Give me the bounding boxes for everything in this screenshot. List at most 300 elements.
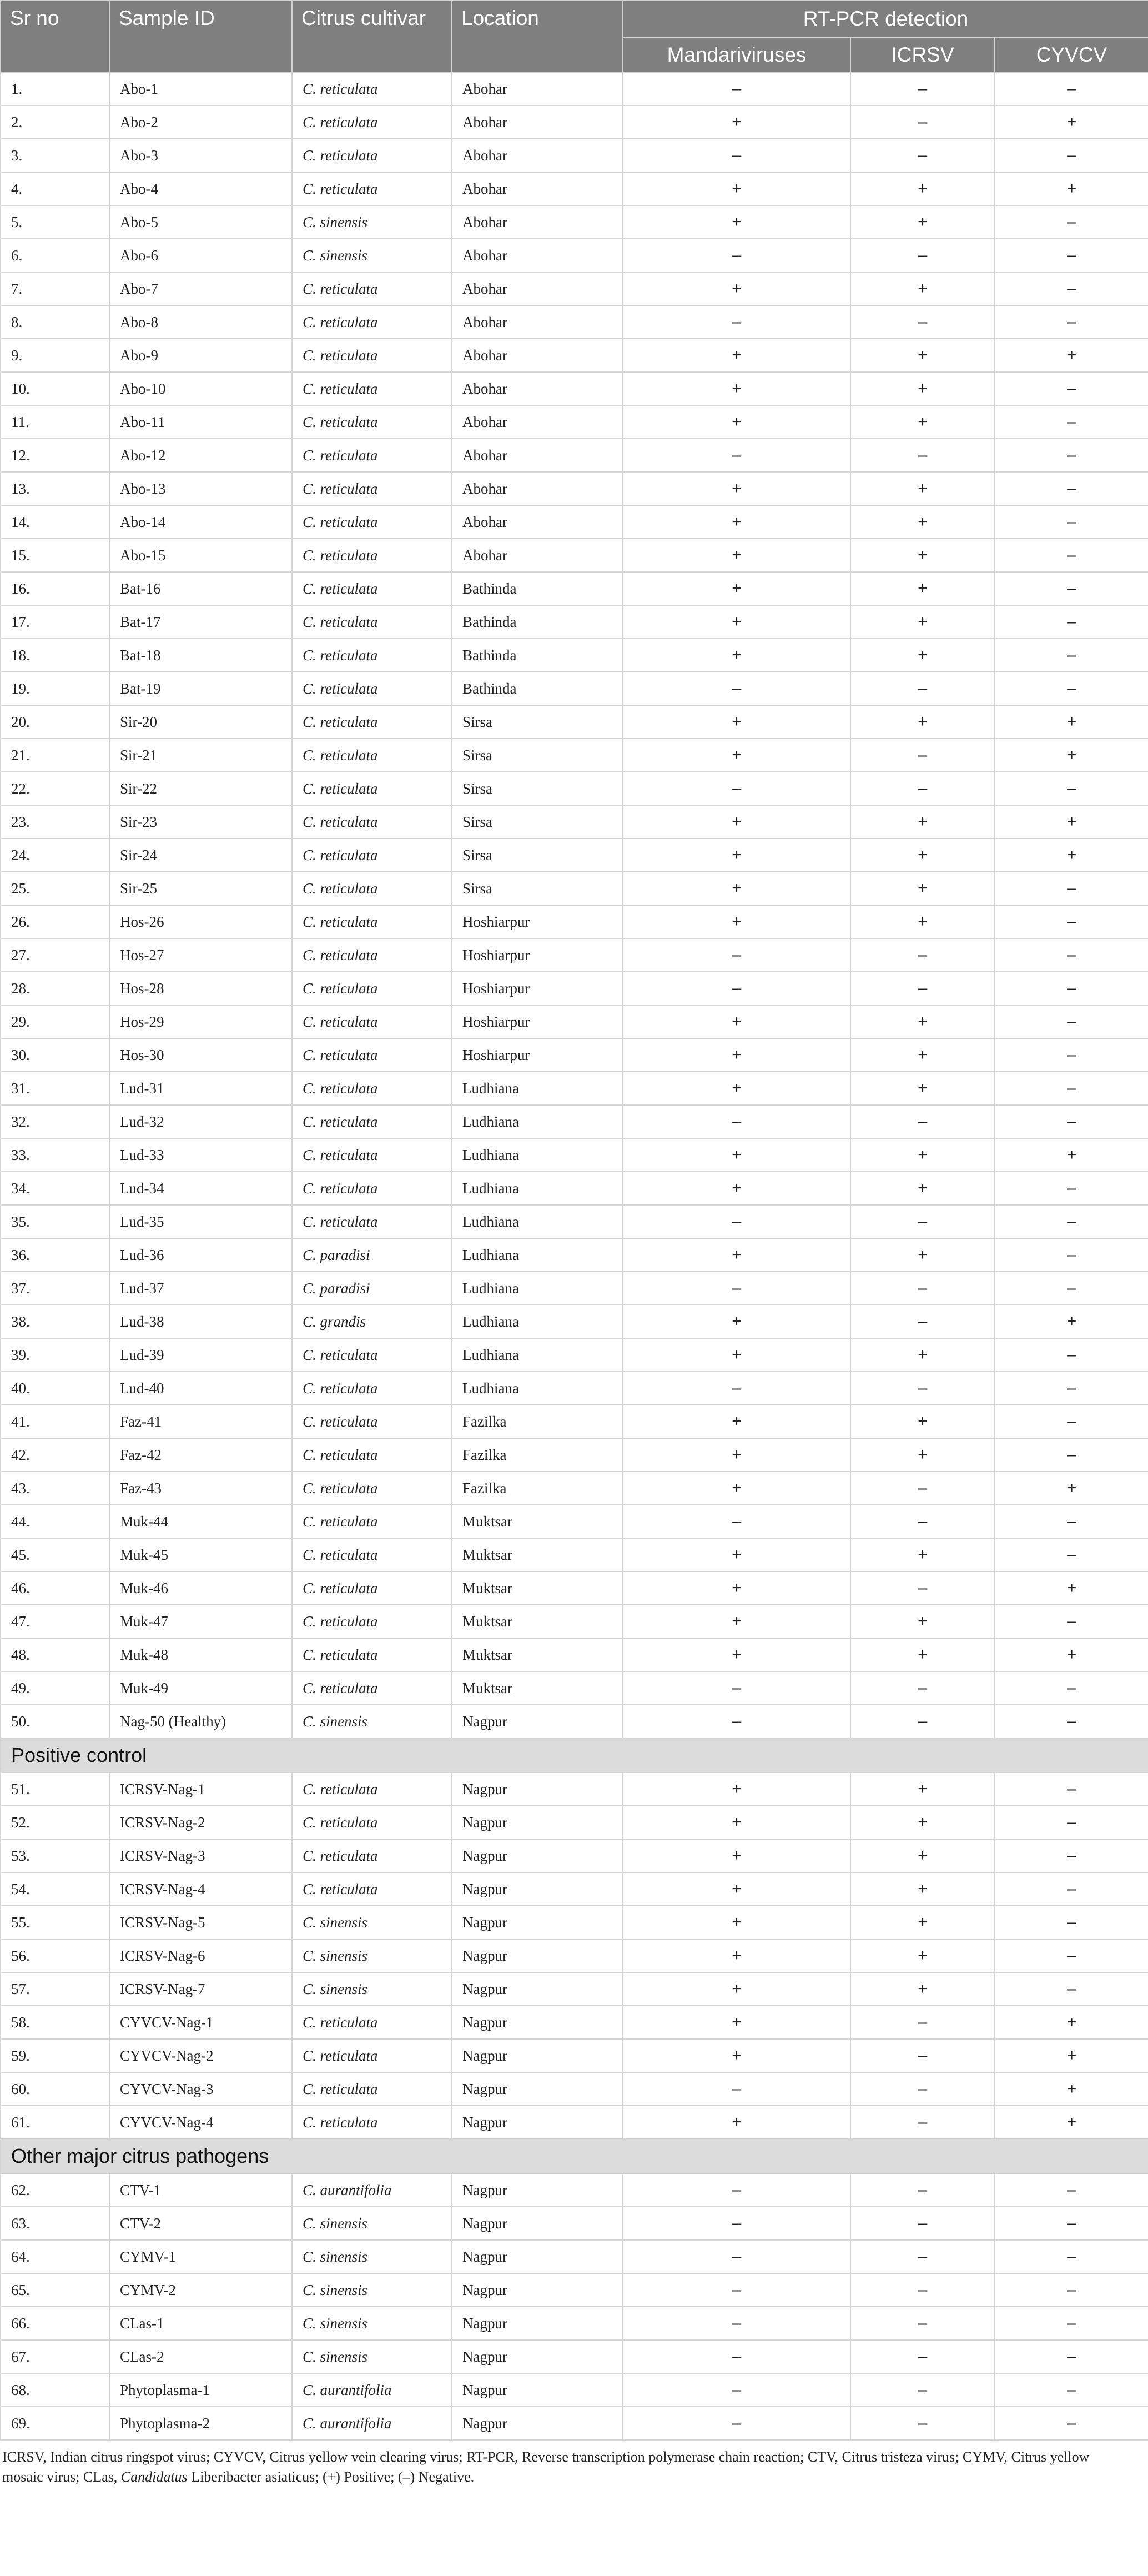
section-other-pathogens-label: Other major citrus pathogens [1, 2139, 1148, 2173]
cell-mandariviruses: + [623, 1005, 850, 1038]
cell-mandariviruses: – [623, 239, 850, 272]
cell-location: Abohar [452, 405, 623, 439]
cell-cultivar [292, 205, 452, 239]
cell-sr-no: 25. [1, 872, 109, 905]
cell-sample-id: ICRSV-Nag-7 [109, 1972, 292, 2006]
table-row [1, 639, 1148, 672]
cell-location: Muktsar [452, 1538, 623, 1571]
cell-cultivar [292, 1705, 452, 1738]
table-row [1, 2039, 1148, 2072]
table-row [1, 405, 1148, 439]
header-icrsv: ICRSV [850, 37, 995, 72]
table-row [1, 139, 1148, 172]
cell-cyvcv: + [995, 339, 1148, 372]
cultivar-name: C. reticulata [303, 1847, 378, 1864]
cell-mandariviruses: – [623, 2307, 850, 2340]
cell-sr-no: 64. [1, 2240, 109, 2273]
cell-icrsv: + [850, 1638, 995, 1671]
cell-sample-id: Muk-49 [109, 1671, 292, 1705]
header-sr-no: Sr no [1, 1, 109, 72]
cell-sr-no: 61. [1, 2106, 109, 2139]
cell-sr-no: 20. [1, 705, 109, 739]
cell-cyvcv: – [995, 1272, 1148, 1305]
cell-sample-id: Abo-15 [109, 539, 292, 572]
table-row [1, 439, 1148, 472]
cultivar-name: C. reticulata [303, 813, 378, 830]
cell-cultivar [292, 472, 452, 505]
cell-sr-no: 69. [1, 2407, 109, 2440]
cell-cyvcv: + [995, 805, 1148, 838]
cultivar-name: C. reticulata [303, 1646, 378, 1663]
table-row [1, 1906, 1148, 1939]
cell-mandariviruses: + [623, 2106, 850, 2139]
cell-mandariviruses: + [623, 838, 850, 872]
cell-location: Nagpur [452, 2072, 623, 2106]
cell-cultivar [292, 305, 452, 339]
cell-sample-id: Bat-17 [109, 605, 292, 639]
cell-sample-id: Muk-45 [109, 1538, 292, 1571]
cell-cultivar [292, 2373, 452, 2407]
cell-mandariviruses: + [623, 106, 850, 139]
cultivar-name: C. reticulata [303, 1513, 378, 1530]
cell-cyvcv: – [995, 1238, 1148, 1272]
cultivar-name: C. reticulata [303, 980, 378, 997]
cell-mandariviruses: + [623, 205, 850, 239]
cell-sample-id: Nag-50 (Healthy) [109, 1705, 292, 1738]
cell-mandariviruses: + [623, 1072, 850, 1105]
cell-sample-id: Muk-48 [109, 1638, 292, 1671]
cell-mandariviruses: – [623, 2273, 850, 2307]
cell-icrsv: – [850, 1305, 995, 1338]
cell-sr-no: 38. [1, 1305, 109, 1338]
cell-mandariviruses: – [623, 1705, 850, 1738]
cell-cultivar [292, 1638, 452, 1671]
cell-cultivar [292, 672, 452, 705]
cell-cultivar [292, 539, 452, 572]
cell-location: Abohar [452, 472, 623, 505]
cell-cyvcv: – [995, 1205, 1148, 1238]
cell-icrsv: + [850, 1605, 995, 1638]
cell-mandariviruses: + [623, 1571, 850, 1605]
table-row [1, 938, 1148, 972]
cell-sr-no: 21. [1, 739, 109, 772]
cell-location: Ludhiana [452, 1305, 623, 1338]
cell-cultivar [292, 1538, 452, 1571]
cell-mandariviruses: – [623, 1272, 850, 1305]
cell-sample-id: Faz-41 [109, 1405, 292, 1438]
cultivar-name: C. reticulata [303, 446, 378, 464]
cell-cultivar [292, 1772, 452, 1806]
cell-icrsv: + [850, 1405, 995, 1438]
cell-sr-no: 50. [1, 1705, 109, 1738]
cell-sample-id: Lud-40 [109, 1372, 292, 1405]
cell-sr-no: 30. [1, 1038, 109, 1072]
cell-icrsv: – [850, 2407, 995, 2440]
cell-icrsv: + [850, 1338, 995, 1372]
cell-cyvcv: – [995, 772, 1148, 805]
cultivar-name: C. reticulata [303, 1579, 378, 1596]
cell-sr-no: 28. [1, 972, 109, 1005]
header-rtpcr-detection: RT-PCR detection [623, 1, 1148, 37]
cell-cultivar [292, 1138, 452, 1172]
table-row [1, 1571, 1148, 1605]
table-row [1, 172, 1148, 205]
cell-cyvcv: – [995, 472, 1148, 505]
cell-sr-no: 13. [1, 472, 109, 505]
cell-location: Ludhiana [452, 1372, 623, 1405]
cell-cultivar [292, 339, 452, 372]
cell-sample-id: Phytoplasma-2 [109, 2407, 292, 2440]
cell-icrsv: + [850, 1839, 995, 1872]
table-row [1, 539, 1148, 572]
cell-cyvcv: – [995, 1806, 1148, 1839]
cell-icrsv: + [850, 805, 995, 838]
cell-cyvcv: – [995, 239, 1148, 272]
cell-sr-no: 59. [1, 2039, 109, 2072]
cultivar-name: C. reticulata [303, 1079, 378, 1097]
cell-icrsv: + [850, 172, 995, 205]
cell-cyvcv: – [995, 2407, 1148, 2440]
cultivar-name: C. aurantifolia [303, 2414, 392, 2432]
cell-cyvcv: + [995, 2106, 1148, 2139]
cell-mandariviruses: – [623, 305, 850, 339]
cell-mandariviruses: + [623, 572, 850, 605]
cell-cyvcv: – [995, 1605, 1148, 1638]
cell-icrsv: – [850, 1372, 995, 1405]
cell-cultivar [292, 2006, 452, 2039]
footnote-line2-pre: mosaic virus; CLas, [2, 2469, 121, 2485]
cell-icrsv: – [850, 106, 995, 139]
table-row [1, 1972, 1148, 2006]
cell-mandariviruses: – [623, 1671, 850, 1705]
table-row [1, 805, 1148, 838]
cell-cyvcv: – [995, 505, 1148, 539]
table-row [1, 205, 1148, 239]
cell-cyvcv: – [995, 1839, 1148, 1872]
table-row [1, 1038, 1148, 1072]
cell-location: Ludhiana [452, 1238, 623, 1272]
table-row [1, 2072, 1148, 2106]
cell-sr-no: 40. [1, 1372, 109, 1405]
cell-location: Nagpur [452, 2307, 623, 2340]
cell-sample-id: Abo-14 [109, 505, 292, 539]
cell-cultivar [292, 2207, 452, 2240]
table-row [1, 1438, 1148, 1472]
table-row [1, 1671, 1148, 1705]
cell-sample-id: CTV-2 [109, 2207, 292, 2240]
cell-cultivar [292, 1605, 452, 1638]
cell-mandariviruses: + [623, 1538, 850, 1571]
cell-location: Muktsar [452, 1571, 623, 1605]
cell-sample-id: Abo-11 [109, 405, 292, 439]
cell-sample-id: Lud-37 [109, 1272, 292, 1305]
cell-sample-id: ICRSV-Nag-2 [109, 1806, 292, 1839]
cultivar-name: C. reticulata [303, 1679, 378, 1696]
cultivar-name: C. reticulata [303, 580, 378, 597]
cell-sample-id: Hos-30 [109, 1038, 292, 1072]
cell-mandariviruses: – [623, 972, 850, 1005]
cell-icrsv: + [850, 905, 995, 938]
table-row [1, 1105, 1148, 1138]
cell-mandariviruses: + [623, 539, 850, 572]
cultivar-name: C. reticulata [303, 113, 378, 130]
cell-sample-id: Abo-5 [109, 205, 292, 239]
cultivar-name: C. sinensis [303, 247, 368, 264]
cell-icrsv: – [850, 305, 995, 339]
cell-location: Sirsa [452, 838, 623, 872]
cell-sr-no: 19. [1, 672, 109, 705]
cell-location: Abohar [452, 339, 623, 372]
cell-location: Hoshiarpur [452, 972, 623, 1005]
cell-cyvcv: – [995, 1072, 1148, 1105]
cell-sr-no: 24. [1, 838, 109, 872]
cell-cultivar [292, 639, 452, 672]
table-row [1, 972, 1148, 1005]
cultivar-name: C. reticulata [303, 780, 378, 797]
table-row [1, 2240, 1148, 2273]
table-row [1, 505, 1148, 539]
cultivar-name: C. sinensis [303, 1980, 368, 1997]
cell-location: Sirsa [452, 705, 623, 739]
cell-mandariviruses: – [623, 2373, 850, 2407]
cell-sample-id: Muk-44 [109, 1505, 292, 1538]
cultivar-name: C. reticulata [303, 1479, 378, 1497]
table-row [1, 272, 1148, 305]
header-cultivar: Citrus cultivar [292, 1, 452, 72]
cultivar-name: C. reticulata [303, 846, 378, 863]
cell-mandariviruses: + [623, 1906, 850, 1939]
cell-mandariviruses: – [623, 139, 850, 172]
table-row [1, 1638, 1148, 1671]
cell-mandariviruses: + [623, 605, 850, 639]
cell-location: Abohar [452, 505, 623, 539]
cell-cyvcv: + [995, 705, 1148, 739]
cell-sample-id: Lud-38 [109, 1305, 292, 1338]
cell-location: Ludhiana [452, 1072, 623, 1105]
cell-cyvcv: + [995, 172, 1148, 205]
table-row [1, 372, 1148, 405]
cell-sample-id: CYVCV-Nag-1 [109, 2006, 292, 2039]
table-row [1, 2373, 1148, 2407]
cultivar-name: C. reticulata [303, 680, 378, 697]
cell-mandariviruses: + [623, 1972, 850, 2006]
cultivar-name: C. reticulata [303, 746, 378, 764]
cell-sr-no: 46. [1, 1571, 109, 1605]
cell-sample-id: CYVCV-Nag-3 [109, 2072, 292, 2106]
cell-sr-no: 67. [1, 2340, 109, 2373]
cell-sr-no: 35. [1, 1205, 109, 1238]
cell-mandariviruses: + [623, 1405, 850, 1438]
cell-icrsv: + [850, 1038, 995, 1072]
cell-cultivar [292, 405, 452, 439]
table-row [1, 1305, 1148, 1338]
cell-location: Abohar [452, 372, 623, 405]
table-row [1, 605, 1148, 639]
cell-icrsv: + [850, 505, 995, 539]
cell-cultivar [292, 1372, 452, 1405]
cultivar-name: C. reticulata [303, 2113, 378, 2131]
cultivar-name: C. grandis [303, 1313, 366, 1330]
cell-cultivar [292, 2307, 452, 2340]
cell-mandariviruses: + [623, 405, 850, 439]
cell-cultivar [292, 1405, 452, 1438]
cell-mandariviruses: + [623, 1605, 850, 1638]
cell-location: Sirsa [452, 772, 623, 805]
cell-location: Nagpur [452, 1772, 623, 1806]
cell-cyvcv: + [995, 2039, 1148, 2072]
cell-icrsv: + [850, 1972, 995, 2006]
table-row [1, 1772, 1148, 1806]
cell-cyvcv: – [995, 872, 1148, 905]
cell-cultivar [292, 1571, 452, 1605]
cell-cultivar [292, 439, 452, 472]
cell-sr-no: 55. [1, 1906, 109, 1939]
cell-sr-no: 23. [1, 805, 109, 838]
cell-icrsv: – [850, 2307, 995, 2340]
cell-sample-id: Bat-16 [109, 572, 292, 605]
table-row [1, 1172, 1148, 1205]
cell-location: Nagpur [452, 1839, 623, 1872]
cell-icrsv: – [850, 672, 995, 705]
cell-sample-id: CYMV-1 [109, 2240, 292, 2273]
cell-sample-id: CYVCV-Nag-2 [109, 2039, 292, 2072]
cell-location: Nagpur [452, 2340, 623, 2373]
cell-sample-id: Hos-26 [109, 905, 292, 938]
cell-icrsv: + [850, 1005, 995, 1038]
cell-icrsv: – [850, 972, 995, 1005]
cell-mandariviruses: + [623, 1305, 850, 1338]
cultivar-name: C. reticulata [303, 280, 378, 297]
cell-cultivar [292, 1038, 452, 1072]
cell-cultivar [292, 1972, 452, 2006]
cell-cyvcv: + [995, 1571, 1148, 1605]
cell-sr-no: 11. [1, 405, 109, 439]
cell-cultivar [292, 72, 452, 106]
cell-location: Ludhiana [452, 1205, 623, 1238]
cultivar-name: C. reticulata [303, 613, 378, 630]
cell-cyvcv: – [995, 1038, 1148, 1072]
cell-sr-no: 33. [1, 1138, 109, 1172]
cultivar-name: C. reticulata [303, 313, 378, 330]
cell-sample-id: Abo-1 [109, 72, 292, 106]
cell-sample-id: Lud-31 [109, 1072, 292, 1105]
cell-sr-no: 7. [1, 272, 109, 305]
cell-cyvcv: – [995, 72, 1148, 106]
cell-sr-no: 62. [1, 2173, 109, 2207]
cell-location: Sirsa [452, 739, 623, 772]
table-footnote [0, 2441, 1148, 2487]
cell-location: Bathinda [452, 605, 623, 639]
cell-mandariviruses: – [623, 72, 850, 106]
cell-cultivar [292, 1105, 452, 1138]
cell-sample-id: Muk-46 [109, 1571, 292, 1605]
cell-cultivar [292, 739, 452, 772]
cell-sample-id: Abo-13 [109, 472, 292, 505]
cell-sample-id: CLas-2 [109, 2340, 292, 2373]
cell-location: Nagpur [452, 2407, 623, 2440]
cell-icrsv: – [850, 1705, 995, 1738]
table-header [1, 1, 1148, 72]
cultivar-name: C. reticulata [303, 1213, 378, 1230]
cultivar-name: C. reticulata [303, 147, 378, 164]
cultivar-name: C. sinensis [303, 2248, 368, 2265]
cell-icrsv: – [850, 772, 995, 805]
cell-sample-id: ICRSV-Nag-3 [109, 1839, 292, 1872]
cell-sr-no: 63. [1, 2207, 109, 2240]
section-positive-control [1, 1738, 1148, 1772]
table-row [1, 1005, 1148, 1038]
cell-cyvcv: – [995, 2307, 1148, 2340]
header-location: Location [452, 1, 623, 72]
cell-sample-id: Lud-32 [109, 1105, 292, 1138]
cell-cyvcv: – [995, 372, 1148, 405]
cell-sr-no: 49. [1, 1671, 109, 1705]
cell-cyvcv: – [995, 205, 1148, 239]
table-row [1, 305, 1148, 339]
cell-location: Nagpur [452, 2006, 623, 2039]
cell-location: Hoshiarpur [452, 1005, 623, 1038]
cell-cultivar [292, 139, 452, 172]
cell-sr-no: 48. [1, 1638, 109, 1671]
cell-sample-id: Faz-42 [109, 1438, 292, 1472]
cell-icrsv: – [850, 1472, 995, 1505]
cultivar-name: C. reticulata [303, 1179, 378, 1197]
cell-location: Abohar [452, 239, 623, 272]
cell-location: Nagpur [452, 2106, 623, 2139]
cultivar-name: C. reticulata [303, 347, 378, 364]
cell-icrsv: + [850, 1906, 995, 1939]
cell-sr-no: 6. [1, 239, 109, 272]
cell-cultivar [292, 2106, 452, 2139]
cell-sample-id: ICRSV-Nag-4 [109, 1872, 292, 1906]
cell-cyvcv: – [995, 1872, 1148, 1906]
cell-sample-id: Lud-36 [109, 1238, 292, 1272]
cell-cyvcv: – [995, 905, 1148, 938]
cell-cyvcv: + [995, 1638, 1148, 1671]
cell-icrsv: – [850, 2106, 995, 2139]
cell-mandariviruses: + [623, 1172, 850, 1205]
cell-cyvcv: – [995, 2273, 1148, 2307]
cell-icrsv: + [850, 339, 995, 372]
cell-sr-no: 2. [1, 106, 109, 139]
cell-sr-no: 31. [1, 1072, 109, 1105]
cell-sample-id: Phytoplasma-1 [109, 2373, 292, 2407]
cell-sample-id: Abo-2 [109, 106, 292, 139]
cultivar-name: C. reticulata [303, 1446, 378, 1463]
cell-mandariviruses: + [623, 372, 850, 405]
cell-mandariviruses: + [623, 2006, 850, 2039]
cultivar-name: C. aurantifolia [303, 2381, 392, 2398]
cultivar-name: C. reticulata [303, 1780, 378, 1797]
cultivar-name: C. sinensis [303, 2314, 368, 2332]
cell-icrsv: – [850, 1205, 995, 1238]
cell-cultivar [292, 2407, 452, 2440]
cell-location: Fazilka [452, 1472, 623, 1505]
cultivar-name: C. reticulata [303, 913, 378, 930]
cell-sr-no: 58. [1, 2006, 109, 2039]
cell-location: Muktsar [452, 1638, 623, 1671]
cell-cyvcv: – [995, 1972, 1148, 2006]
cell-sr-no: 8. [1, 305, 109, 339]
cultivar-name: C. sinensis [303, 2215, 368, 2232]
cell-location: Hoshiarpur [452, 905, 623, 938]
cell-cyvcv: – [995, 1438, 1148, 1472]
table-body [1, 72, 1148, 2440]
cultivar-name: C. reticulata [303, 1880, 378, 1897]
cell-location: Abohar [452, 305, 623, 339]
cell-icrsv: + [850, 539, 995, 572]
cell-sr-no: 16. [1, 572, 109, 605]
